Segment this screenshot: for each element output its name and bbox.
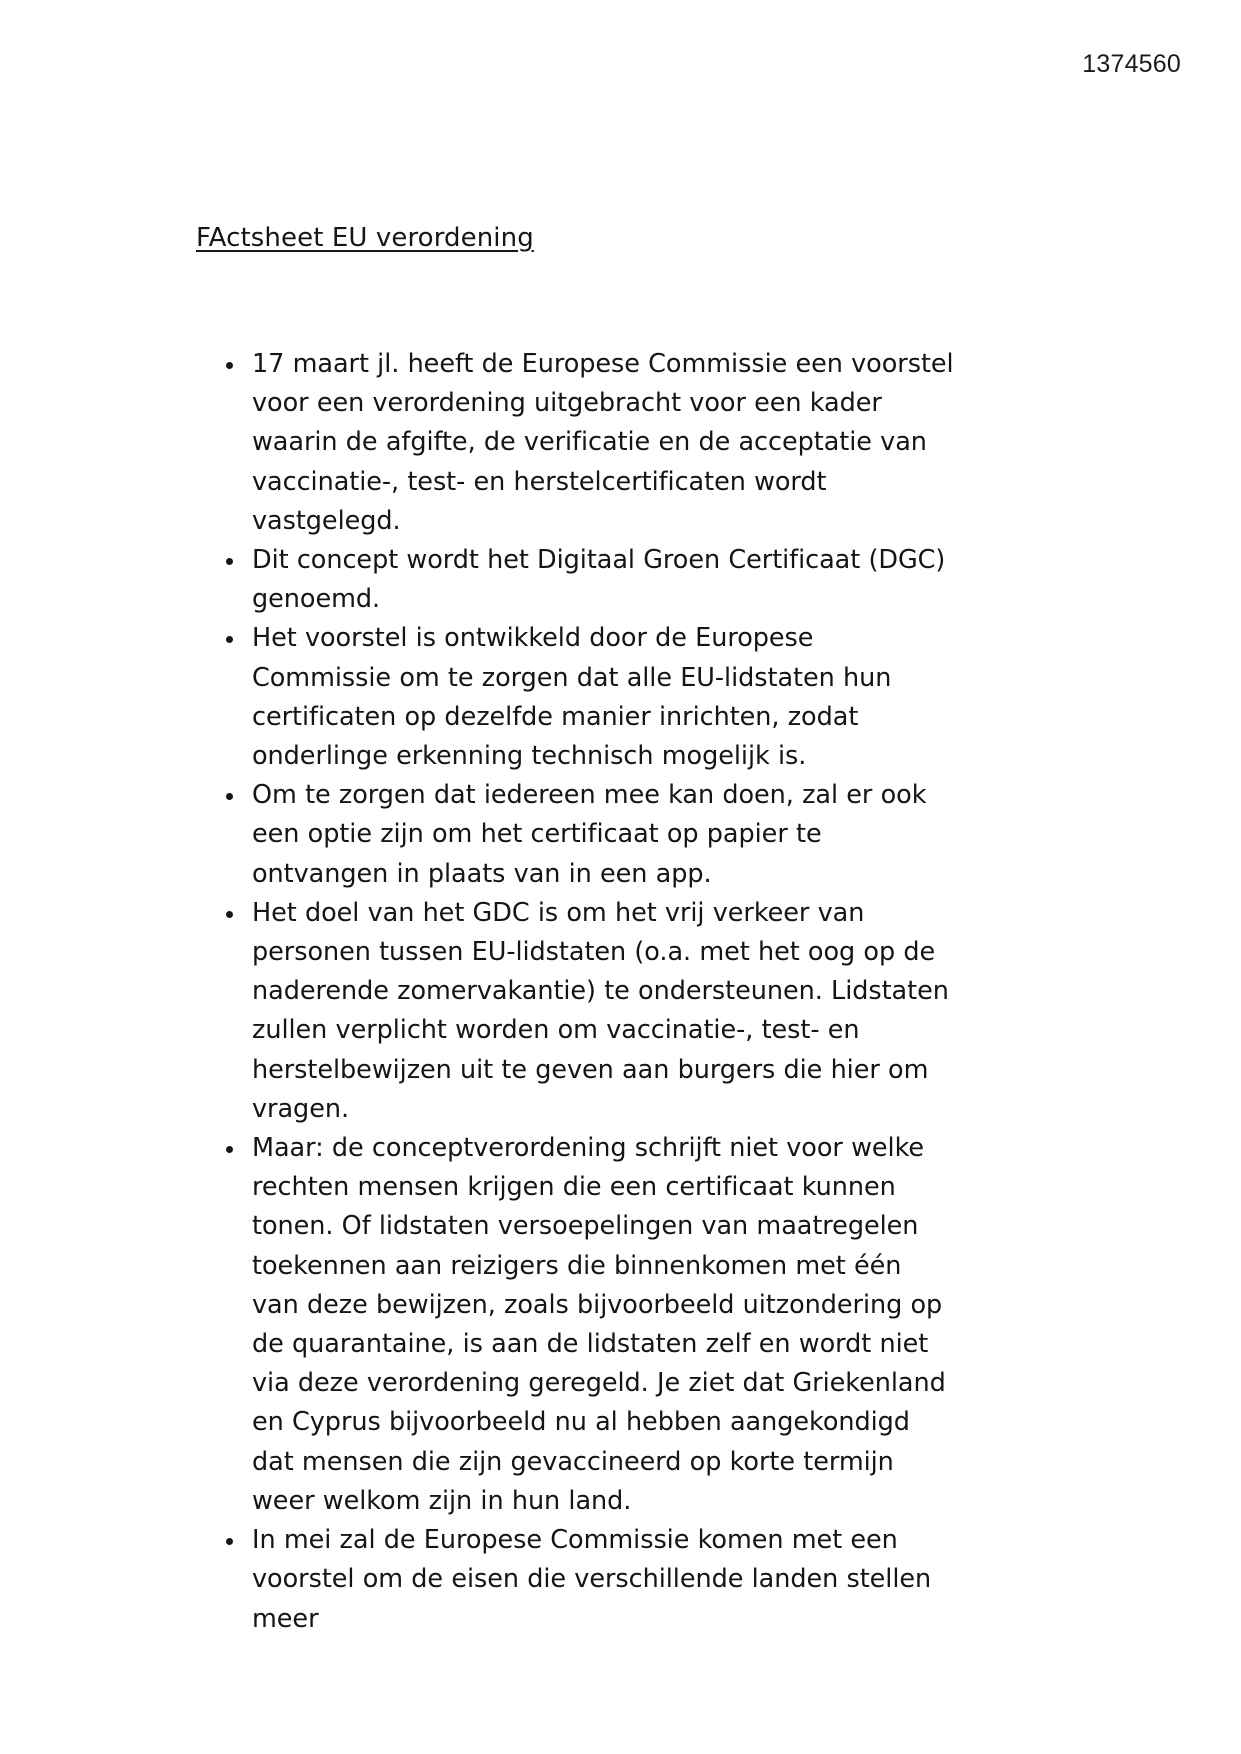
document-number: 1374560 [1082,50,1181,78]
list-item-text: Het doel van het GDC is om het vrij verkeer van personen tussen EU-lidstaten (o.a. met het oog op de naderende zomervakantie) te ondersteunen. Lidstaten zullen verplicht worden om vaccinatie-, test- en herstelbewijzen uit te geven aan burgers die hier om vragen. [252,897,949,1124]
list-item [196,894,956,1129]
list-item-text: 17 maart jl. heeft de Europese Commissie een voorstel voor een verordening uitgebracht voor een kader waarin de afgifte, de verificatie en de acceptatie van vaccinatie-, test- en herstelcertificaten wordt vastgelegd. [252,349,954,536]
bullet-dot-icon [226,1538,233,1545]
bullet-dot-icon [226,558,233,565]
list-item [196,776,956,894]
bullet-dot-icon [226,362,233,369]
list-item-text: In mei zal de Europese Commissie komen met een voorstel om de eisen die verschillende landen stellen meer [252,1525,932,1634]
list-item-text: Om te zorgen dat iedereen mee kan doen, zal er ook een optie zijn om het certificaat op papier te ontvangen in plaats van in een app. [252,780,927,889]
list-item [196,345,956,541]
list-item-text: Maar: de conceptverordening schrijft niet voor welke rechten mensen krijgen die een certificaat kunnen tonen. Of lidstaten versoepelingen van maatregelen toekennen aan reizigers die binnenkomen met één van deze bewijzen, zoals bijvoorbeeld uitzondering op de quarantaine, is aan de lidstaten zelf en wordt niet via deze verordening geregeld. Je ziet dat Griekenland en Cyprus bijvoorbeeld nu al hebben aangekondigd dat mensen die zijn gevaccineerd op korte termijn weer welkom zijn in hun land. [252,1133,946,1516]
bullet-dot-icon [226,911,233,918]
document-body [196,345,956,1639]
list-item [196,619,956,776]
list-item [196,1129,956,1521]
page-title: FActsheet EU verordening [196,223,534,253]
bullet-dot-icon [226,1146,233,1153]
list-item-text: Het voorstel is ontwikkeld door de Europese Commissie om te zorgen dat alle EU-lidstaten hun certificaten op dezelfde manier inrichten, zodat onderlinge erkenning technisch mogelijk is. [252,623,892,772]
page-title-container [196,222,896,255]
bullet-dot-icon [226,636,233,643]
list-item [196,541,956,619]
bullet-dot-icon [226,793,233,800]
bullet-list [196,345,956,1639]
list-item [196,1521,956,1639]
list-item-text: Dit concept wordt het Digitaal Groen Certificaat (DGC) genoemd. [252,545,946,615]
